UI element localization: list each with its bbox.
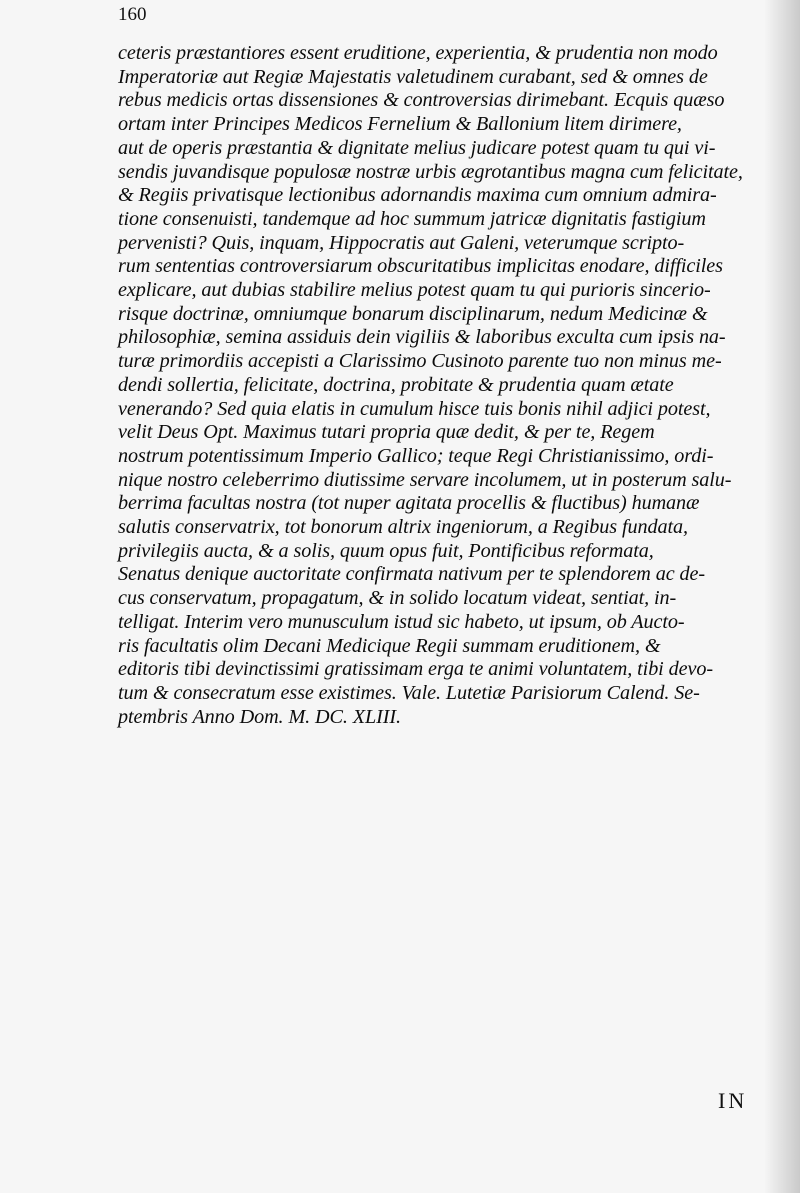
text-line: & Regiis privatisque lectionibus adornandis maxima cum omnium admira- xyxy=(118,184,717,207)
body-text xyxy=(118,42,770,729)
text-line: venerando? Sed quia elatis in cumulum hisce tuis bonis nihil adjici potest, xyxy=(118,397,711,420)
text-line: explicare, aut dubias stabilire melius potest quam tu qui purioris sincerio- xyxy=(118,279,711,302)
text-line: turæ primordiis accepisti a Clarissimo Cusinoto parente tuo non minus me- xyxy=(118,350,722,373)
text-line: nostrum potentissimum Imperio Gallico; teque Regi Christianissimo, ordi- xyxy=(118,444,714,467)
text-line: privilegiis aucta, & a solis, quum opus fuit, Pontificibus reformata, xyxy=(118,539,654,562)
text-line: editoris tibi devinctissimi gratissimam erga te animi voluntatem, tibi devo- xyxy=(118,658,713,681)
text-line: pervenisti? Quis, inquam, Hippocratis aut Galeni, veterumque scripto- xyxy=(118,231,685,254)
text-line: ortam inter Principes Medicos Fernelium & Ballonium litem dirimere, xyxy=(118,113,682,136)
page-edge-shadow xyxy=(764,0,800,1193)
text-line: tum & consecratum esse existimes. Vale. Lutetiæ Parisiorum Calend. Se- xyxy=(118,681,700,704)
text-line: salutis conservatrix, tot bonorum altrix ingeniorum, a Regibus fundata, xyxy=(118,516,688,539)
text-line: telligat. Interim vero munusculum istud sic habeto, ut ipsum, ob Aucto- xyxy=(118,610,685,633)
text-line: Imperatoriæ aut Regiæ Majestatis valetudinem curabant, sed & omnes de xyxy=(118,65,708,88)
text-line: rebus medicis ortas dissensiones & controversias dirimebant. Ecquis quæso xyxy=(118,89,725,112)
text-line: cus conservatum, propagatum, & in solido locatum videat, sentiat, in- xyxy=(118,587,677,610)
text-line: tione consenuisti, tandemque ad hoc summum jatricæ dignitatis fastigium xyxy=(118,207,706,230)
text-line: philosophiæ, semina assiduis dein vigiliis & laboribus exculta cum ipsis na- xyxy=(118,326,726,349)
text-line: dendi sollertia, felicitate, doctrina, probitate & prudentia quam ætate xyxy=(118,373,674,396)
text-line: ris facultatis olim Decani Medicique Regii summam eruditionem, & xyxy=(118,634,661,657)
text-line: sendis juvandisque populosæ nostræ urbis ægrotantibus magna cum felicitate, xyxy=(118,160,743,183)
text-line: Senatus denique auctoritate confirmata nativum per te splendorem ac de- xyxy=(118,563,706,586)
text-line: ptembris Anno Dom. M. DC. XLIII. xyxy=(118,705,401,728)
text-line: berrima facultas nostra (tot nuper agitata procellis & fluctibus) humanæ xyxy=(118,492,700,515)
text-line: velit Deus Opt. Maximus tutari propria quæ dedit, & per te, Regem xyxy=(118,421,655,444)
text-line: rum sententias controversiarum obscuritatibus implicitas enodare, difficiles xyxy=(118,255,723,278)
page-number: 160 xyxy=(118,4,147,25)
text-line: aut de operis præstantia & dignitate melius judicare potest quam tu qui vi- xyxy=(118,136,716,159)
bleed-through-text xyxy=(150,705,800,1135)
text-line: nique nostro celeberrimo diutissime servare incolumem, ut in posterum salu- xyxy=(118,468,732,491)
text-line: risque doctrinæ, omniumque bonarum disciplinarum, nedum Medicinæ & xyxy=(118,302,708,325)
catchword: IN xyxy=(718,1088,748,1113)
text-line: ceteris præstantiores essent eruditione, experientia, & prudentia non modo xyxy=(118,42,718,64)
